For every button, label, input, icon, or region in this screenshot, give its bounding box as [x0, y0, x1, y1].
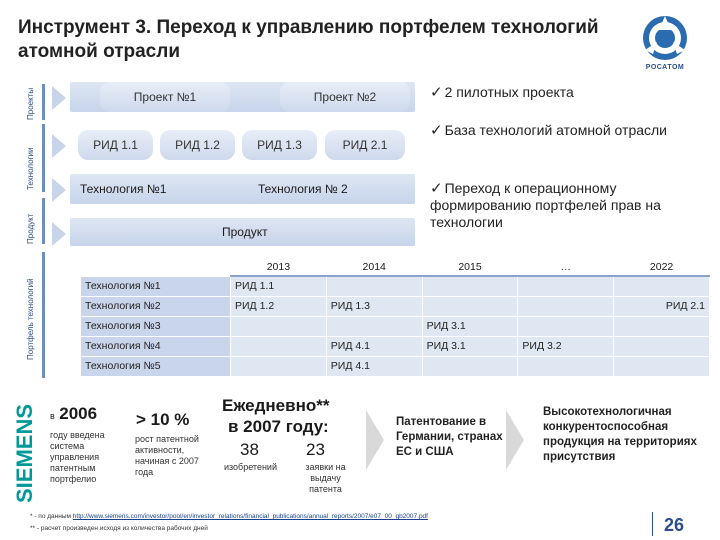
- footnote-1: * - по данным http://www.siemens.com/investor/pool/en/investor_relations/financial_publications/annual_reports/2007/e07_00_gb2007.pdf: [30, 513, 428, 520]
- side-label-product: Продукт: [26, 213, 35, 244]
- siemens-logo: [10, 385, 38, 505]
- daily-title: Ежедневно**: [222, 396, 330, 415]
- block-arrow-2-icon: [506, 410, 524, 470]
- bullet-3: ✓ Переход к операционному формированию портфелей прав на технологии: [430, 180, 661, 230]
- rid-1-1: РИД 1.1: [78, 130, 153, 160]
- logo-text: РОСАТОМ: [645, 64, 685, 71]
- year-header: …: [518, 258, 614, 276]
- rid-2-1: РИД 2.1: [325, 130, 405, 160]
- table-cell: [518, 356, 614, 376]
- table-cell: [518, 296, 614, 316]
- portfolio-table: [80, 258, 710, 377]
- side-label-portfolio: Портфель технологий: [26, 278, 35, 360]
- stat-growth: > 10 %: [136, 410, 190, 429]
- table-row: [81, 316, 710, 336]
- year-header: 2014: [326, 258, 422, 276]
- year-header: 2022: [614, 258, 710, 276]
- row-tech-name: Технология №4: [81, 336, 231, 356]
- stat-2006: в 2006: [50, 404, 98, 423]
- table-cell: [326, 316, 422, 336]
- table-cell: РИД 1.3: [326, 296, 422, 316]
- tech-1-label: Технология №1: [80, 182, 167, 196]
- rid-1-2: РИД 1.2: [160, 130, 235, 160]
- table-cell: [614, 356, 710, 376]
- table-cell: [326, 276, 422, 296]
- stat-applications-label: заявки на выдачу патента: [305, 462, 346, 494]
- table-cell: [422, 276, 518, 296]
- check-icon: ✓: [430, 84, 443, 101]
- table-cell: [231, 316, 327, 336]
- rid-1-3: РИД 1.3: [242, 130, 317, 160]
- competitive-text: Высокотехнологичная конкурентоспособная продукция на территориях присутствия: [543, 406, 697, 463]
- daily-sub: в 2007 году:: [228, 417, 329, 436]
- footnote-link[interactable]: http://www.siemens.com/investor/pool/en/investor_relations/financial_publications/annual_reports/2007/e07_00_gb2007.pdf: [72, 513, 428, 520]
- table-header-row: [81, 258, 710, 276]
- bullet-2: ✓ База технологий атомной отрасли: [430, 122, 668, 139]
- side-bar-portfolio: [42, 252, 45, 378]
- block-arrow-1-icon: [366, 410, 384, 470]
- stat-growth-text: рост патентной активности, начиная с 2007 года: [135, 434, 199, 477]
- table-row: [81, 276, 710, 296]
- table-cell: [614, 316, 710, 336]
- table-row: [81, 336, 710, 356]
- table-cell: РИД 3.2: [518, 336, 614, 356]
- arrow-product-icon: [52, 222, 66, 246]
- table-cell: [614, 276, 710, 296]
- arrow-technologies-icon: [52, 134, 66, 158]
- table-cell: РИД 4.1: [326, 356, 422, 376]
- tech-2-label: Технология № 2: [258, 182, 348, 196]
- row-tech-name: Технология №5: [81, 356, 231, 376]
- table-cell: РИД 3.1: [422, 316, 518, 336]
- table-cell: РИД 4.1: [326, 336, 422, 356]
- table-cell: РИД 2.1: [614, 296, 710, 316]
- side-label-technologies: Технологии: [26, 147, 35, 190]
- side-bar-technologies: [42, 124, 45, 192]
- row-tech-name: Технология №2: [81, 296, 231, 316]
- product-label: Продукт: [222, 225, 268, 239]
- svg-text:SIEMENS: SIEMENS: [12, 403, 37, 503]
- page-divider: [652, 512, 653, 536]
- table-row: [81, 296, 710, 316]
- project-2: Проект №2: [280, 82, 410, 112]
- footnote-2: ** - расчет произведен исходя из количества рабочих дней: [30, 525, 208, 532]
- page-title: Инструмент 3. Переход к управлению портфелем технологий атомной отрасли: [18, 17, 599, 62]
- arrow-projects-icon: [52, 86, 66, 110]
- row-tech-name: Технология №1: [81, 276, 231, 296]
- stat-inventions-label: изобретений: [224, 462, 277, 472]
- check-icon: ✓: [430, 122, 443, 139]
- table-cell: [518, 276, 614, 296]
- patenting-text: Патентование в Германии, странах ЕС и США: [396, 416, 503, 458]
- side-label-projects: Проекты: [26, 87, 35, 120]
- table-cell: [422, 356, 518, 376]
- table-cell: [231, 336, 327, 356]
- page-number: 26: [664, 515, 685, 535]
- bullet-1: ✓ 2 пилотных проекта: [430, 84, 574, 101]
- table-cell: [422, 296, 518, 316]
- table-cell: [518, 316, 614, 336]
- year-header: 2013: [231, 258, 327, 276]
- table-cell: [614, 336, 710, 356]
- project-1: Проект №1: [100, 82, 230, 112]
- table-cell: РИД 1.2: [231, 296, 327, 316]
- stat-inventions: 38: [240, 440, 259, 459]
- stat-2006-text: году введена система управления патентным портфелио: [50, 430, 105, 484]
- row-tech-name: Технология №3: [81, 316, 231, 336]
- check-icon: ✓: [430, 180, 443, 197]
- table-cell: РИД 3.1: [422, 336, 518, 356]
- arrow-tech2-icon: [52, 178, 66, 202]
- table-cell: [231, 356, 327, 376]
- side-bar-projects: [42, 84, 45, 120]
- table-cell: РИД 1.1: [231, 276, 327, 296]
- year-header: 2015: [422, 258, 518, 276]
- stat-applications: 23: [306, 440, 325, 459]
- side-bar-product: [42, 198, 45, 244]
- table-row: [81, 356, 710, 376]
